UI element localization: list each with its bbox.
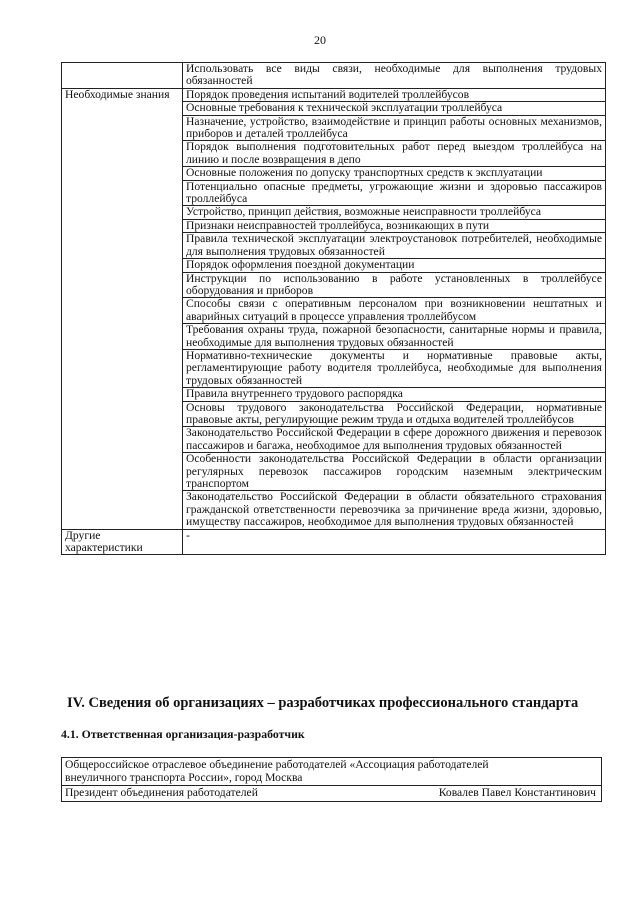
requirement-item: Особенности законодательства Российской Федерации в области организации регулярных перевозок пассажиров городским наземным электрическим транспортом (183, 453, 606, 491)
requirement-item: Порядок проведения испытаний водителей троллейбусов (183, 88, 606, 101)
requirement-item: Нормативно-технические документы и нормативные правовые акты, регламентирующие работу водителя троллейбуса, необходимые для выполнения трудовых обязанностей (183, 349, 606, 387)
org-name: Общероссийское отраслевое объединение работодателей «Ассоциация работодателей внеуличного транспорта России», город Москва (62, 758, 602, 786)
requirement-item: Инструкции по использованию в работе установленных в троллейбусе оборудования и приборов (183, 272, 606, 298)
requirement-item: Основные требования к технической эксплуатации троллейбуса (183, 102, 606, 115)
section-title: IV. Сведения об организациях – разработчиках профессионального стандарта (67, 695, 579, 711)
table-row (62, 529, 606, 555)
requirement-item: - (183, 529, 606, 555)
signatory-position: Президент объединения работодателей (65, 786, 258, 800)
requirement-item: Порядок оформления поездной документации (183, 259, 606, 272)
row-label (62, 63, 183, 89)
subsection-title: 4.1. Ответственная организация-разработчик (61, 727, 305, 741)
table-row (62, 63, 606, 89)
requirements-table (61, 62, 606, 555)
requirement-item: Потенциально опасные предметы, угрожающие жизни и здоровью пассажиров троллейбуса (183, 180, 606, 206)
requirement-item: Порядок выполнения подготовительных работ перед выездом троллейбуса на линию и после возвращения в депо (183, 141, 606, 167)
row-label: Необходимые знания (62, 88, 183, 529)
requirement-item: Требования охраны труда, пожарной безопасности, санитарные нормы и правила, необходимые для выполнения трудовых обязанностей (183, 324, 606, 350)
requirement-item: Способы связи с оперативным персоналом при возникновении нештатных и аварийных ситуаций в процессе управления троллейбусом (183, 298, 606, 324)
signatory-name: Ковалев Павел Константинович (438, 786, 596, 800)
signatory-row (62, 786, 602, 802)
signatory-cell (62, 786, 602, 802)
requirement-item: Назначение, устройство, взаимодействие и принцип работы основных механизмов, приборов и деталей троллейбуса (183, 115, 606, 141)
page-number: 20 (314, 33, 326, 47)
org-name-row (62, 758, 602, 786)
row-label: Другие характеристики (62, 529, 183, 555)
requirement-item: Основы трудового законодательства Российской Федерации, нормативные правовые акты, регулирующие режим труда и отдыха водителей троллейбусов (183, 401, 606, 427)
requirement-item: Признаки неисправностей троллейбуса, возникающих в пути (183, 219, 606, 232)
requirement-item: Основные положения по допуску транспортных средств к эксплуатации (183, 167, 606, 180)
requirement-item: Законодательство Российской Федерации в сфере дорожного движения и перевозок пассажиров и багажа, необходимое для выполнения трудовых обязанностей (183, 427, 606, 453)
requirement-item: Правила внутреннего трудового распорядка (183, 388, 606, 401)
requirement-item: Правила технической эксплуатации электроустановок потребителей, необходимые для выполнения трудовых обязанностей (183, 233, 606, 259)
requirement-item: Устройство, принцип действия, возможные неисправности троллейбуса (183, 206, 606, 219)
requirement-item: Законодательство Российской Федерации в области обязательного страхования гражданской ответственности перевозчика за причинение вреда жизни, здоровью, имуществу пассажиров, необходимое для выполнения трудовых обязанностей (183, 491, 606, 529)
developer-organization-table (61, 757, 602, 802)
table-row (62, 88, 606, 101)
requirement-item: Использовать все виды связи, необходимые для выполнения трудовых обязанностей (183, 63, 606, 89)
